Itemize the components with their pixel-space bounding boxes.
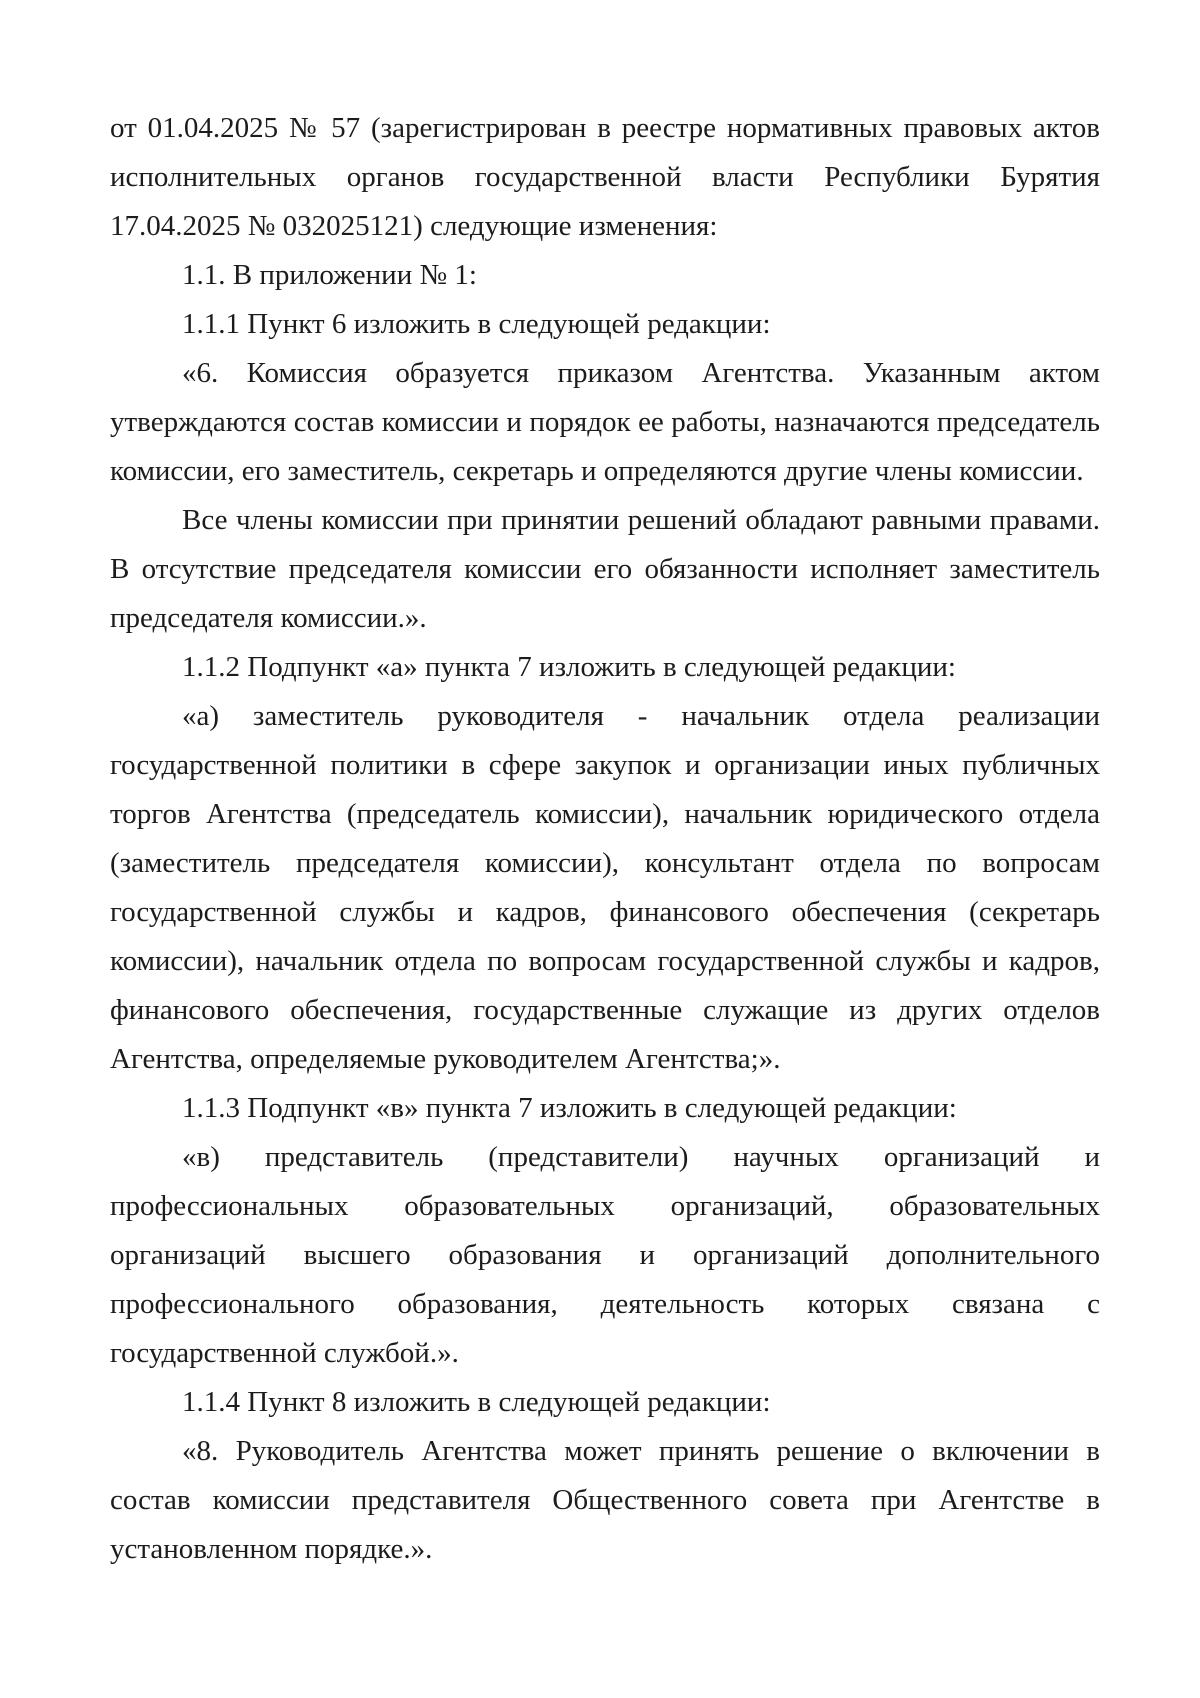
paragraph-intro: от 01.04.2025 № 57 (зарегистрирован в реестре нормативных правовых актов исполнительных органов государственной власти Республики Бурятия 17.04.2025 № 032025121) следующие изменения: (110, 112, 1100, 242)
paragraph-subclause-v: «в) представитель (представители) научных организаций и профессиональных образовательных организаций, образовательных организаций высшего образования и организаций дополнительного профессионального образования, деятельность которых связана с государственной службой.». (110, 1141, 1100, 1369)
paragraph-clause-8: «8. Руководитель Агентства может принять решение о включении в состав комиссии представителя Общественного совета при Агентстве в установленном порядке.». (110, 1435, 1100, 1565)
paragraph-item-1-1-4: 1.1.4 Пункт 8 изложить в следующей редакции: (182, 1386, 771, 1418)
paragraph-item-1-1: 1.1. В приложении № 1: (182, 259, 477, 291)
paragraph-subclause-a: «а) заместитель руководителя - начальник отдела реализации государственной политики в сфере закупок и организации иных публичных торгов Агентства (председатель комиссии), начальник юридического отдела (заместитель председателя комиссии), консультант отдела по вопросам государственной службы и кадров, финансового обеспечения (секретарь комиссии), начальник отдела по вопросам государственной службы и кадров, финансового обеспечения, государственные служащие из других отделов Агентства, определяемые руководителем Агентства;». (110, 700, 1100, 1075)
paragraph-item-1-1-2: 1.1.2 Подпункт «а» пункта 7 изложить в следующей редакции: (182, 651, 956, 683)
document-body (110, 104, 1100, 1574)
paragraph-item-1-1-1: 1.1.1 Пункт 6 изложить в следующей редакции: (182, 308, 771, 340)
paragraph-clause-6-rights: Все члены комиссии при принятии решений обладают равными правами. В отсутствие председателя комиссии его обязанности исполняет заместитель председателя комиссии.». (110, 504, 1100, 634)
paragraph-clause-6: «6. Комиссия образуется приказом Агентства. Указанным актом утверждаются состав комиссии и порядок ее работы, назначаются председатель комиссии, его заместитель, секретарь и определяются другие члены комиссии. (110, 357, 1100, 487)
paragraph-item-1-1-3: 1.1.3 Подпункт «в» пункта 7 изложить в следующей редакции: (182, 1092, 957, 1124)
